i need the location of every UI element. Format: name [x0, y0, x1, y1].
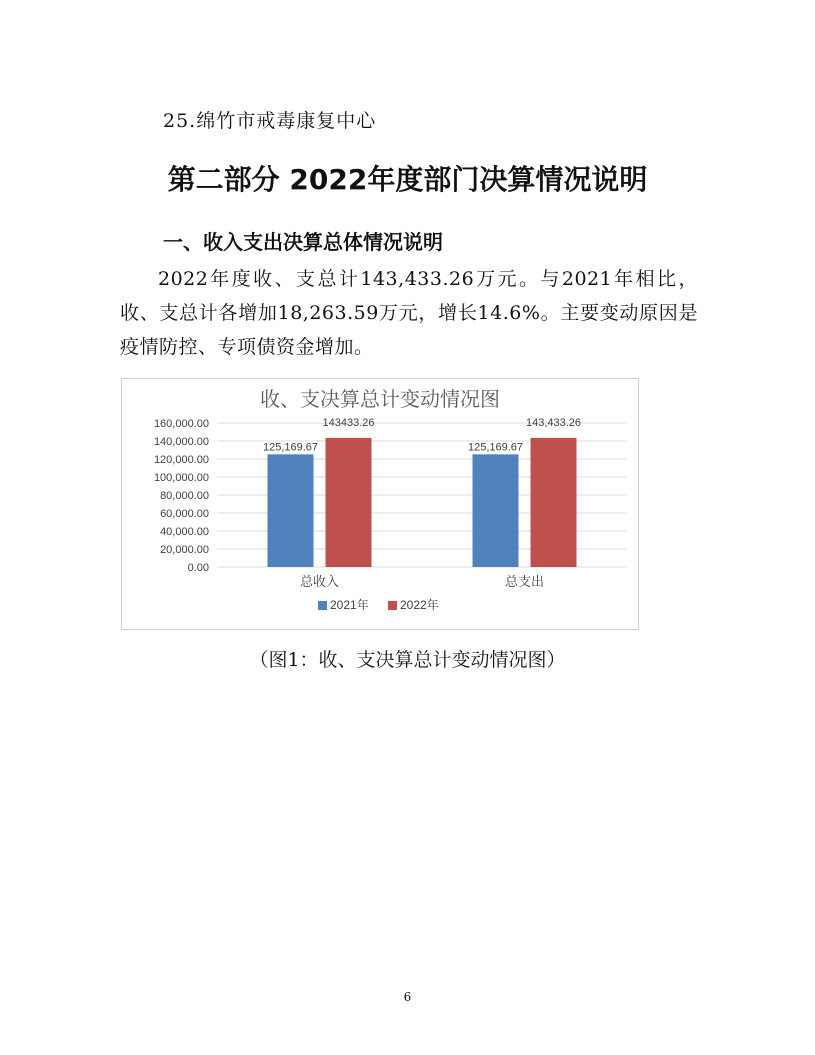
bar-2022 [531, 438, 577, 567]
legend-label: 2022年 [400, 598, 439, 612]
part-title: 第二部分 2022年度部门决算情况说明 [167, 163, 648, 196]
page-number: 6 [403, 990, 412, 1004]
y-tick-label: 120,000.00 [153, 454, 209, 466]
bar-chart [122, 379, 638, 629]
y-tick-label: 60,000.00 [160, 508, 209, 520]
body-paragraph: 2022年度收、支总计143,433.26万元。与2021年相比，收、支总计各增加18,263.59万元，增长14.6%。主要变动原因是疫情防控、专项债资金增加。 [120, 268, 698, 358]
legend-swatch [388, 601, 397, 610]
bar-2021 [268, 454, 314, 567]
bar-2022 [326, 438, 372, 567]
data-label: 143433.26 [322, 416, 375, 429]
data-label: 143,433.26 [525, 416, 582, 429]
x-tick-label: 总支出 [504, 574, 545, 589]
legend-label: 2021年 [330, 598, 369, 612]
y-tick-label: 80,000.00 [160, 490, 209, 502]
y-tick-label: 160,000.00 [153, 418, 209, 430]
x-tick-label: 总收入 [299, 574, 340, 589]
bar-2021 [473, 454, 519, 567]
y-tick-label: 40,000.00 [160, 526, 209, 538]
y-tick-label: 20,000.00 [160, 544, 209, 556]
y-tick-label: 140,000.00 [153, 436, 209, 448]
data-label: 125,169.67 [262, 441, 319, 454]
figure-caption: （图1：收、支决算总计变动情况图） [249, 649, 566, 671]
data-label: 125,169.67 [467, 441, 524, 454]
y-tick-label: 100,000.00 [153, 472, 209, 484]
section-heading: 一、收入支出决算总体情况说明 [163, 230, 443, 254]
chart-title: 收、支决算总计变动情况图 [260, 389, 500, 411]
legend-swatch [318, 601, 327, 610]
chart-frame [121, 378, 639, 630]
org-list-item: 25.绵竹市戒毒康复中心 [163, 110, 377, 132]
y-tick-label: 0.00 [187, 562, 209, 574]
